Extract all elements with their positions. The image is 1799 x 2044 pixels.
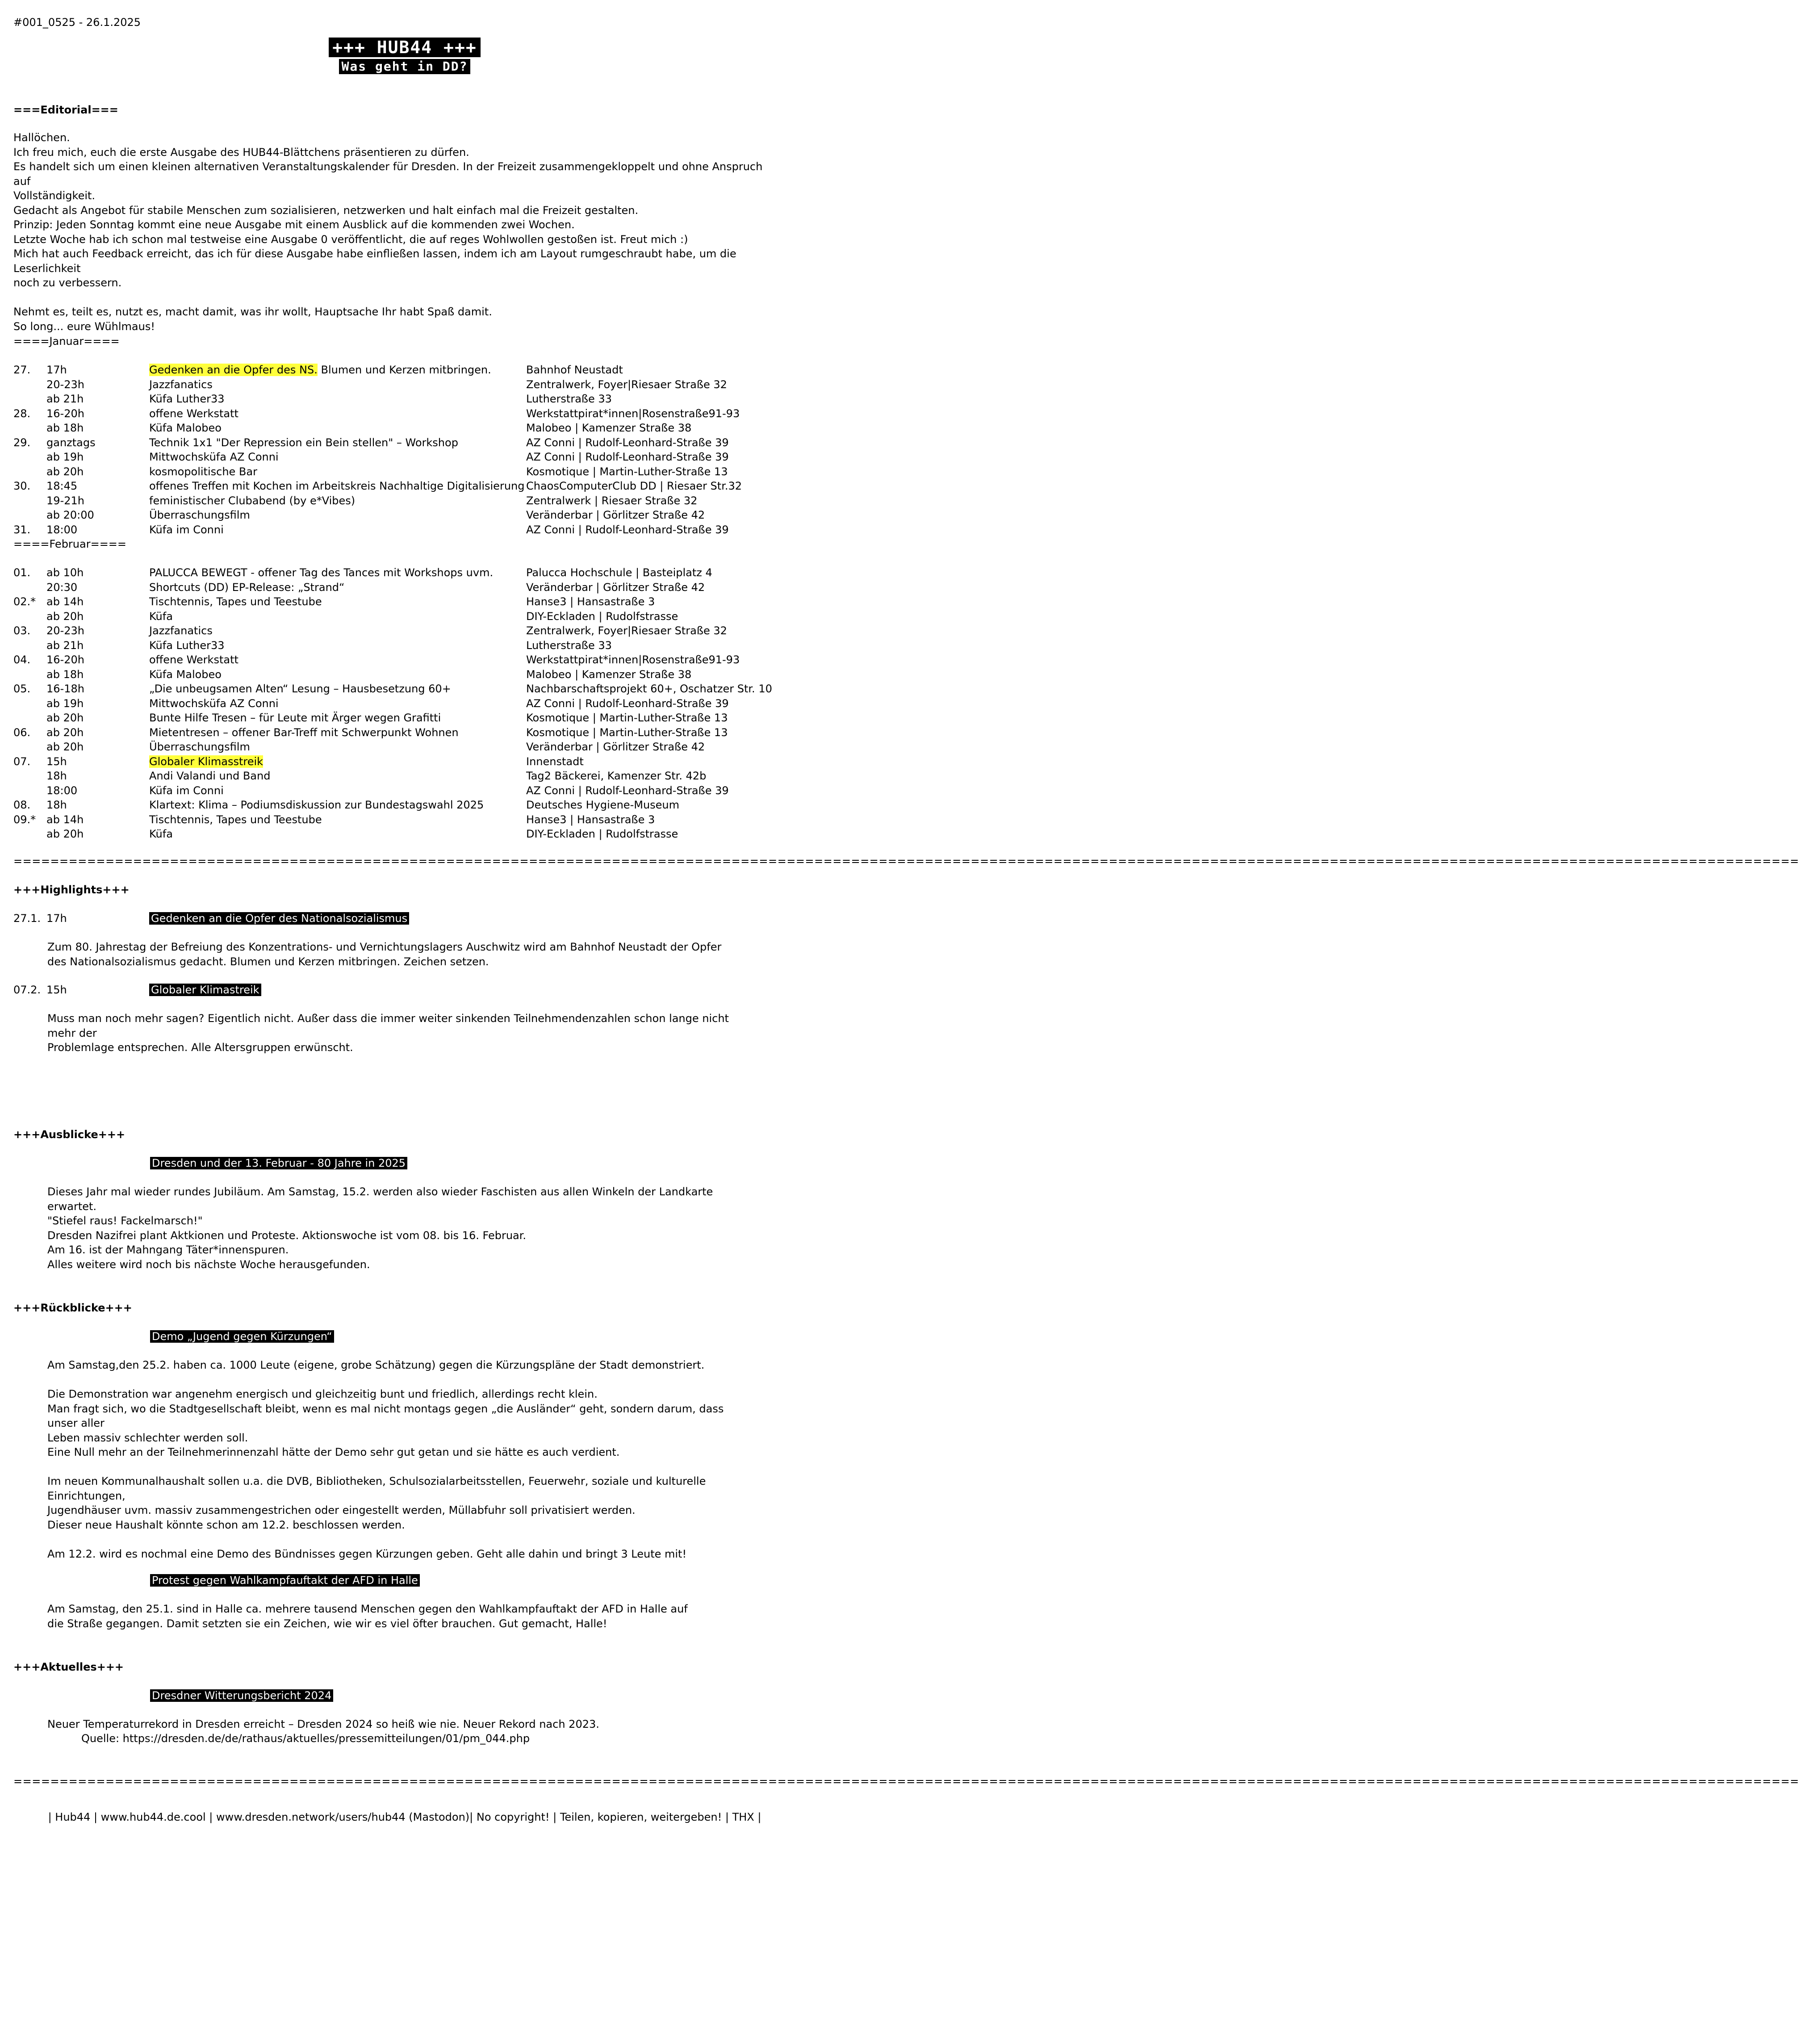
editorial-line: Es handelt sich um einen kleinen alternativen Veranstaltungskalender für Dresden. In der Freizeit zusammengekloppelt und ohne Anspruch auf <box>13 160 763 188</box>
event-day <box>13 580 46 595</box>
footer: | Hub44 | www.hub44.de.cool | www.dresden.network/users/hub44 (Mastodon)| No copyright! | Teilen, kopieren, weitergeben! | THX | <box>48 1811 761 1823</box>
february-heading: ====Februar==== <box>13 538 127 550</box>
highlight-row <box>13 911 409 926</box>
rueckblicke-line: Die Demonstration war angenehm energisch und gleichzeitig bunt und friedlich, allerdings recht klein. <box>47 1388 598 1400</box>
event-title <box>149 740 526 754</box>
calendar-row <box>13 450 794 465</box>
event-time: ab 14h <box>46 813 84 826</box>
event-place: DIY-Eckladen | Rudolfstrasse <box>526 610 678 623</box>
calendar-row <box>13 725 794 740</box>
event-name: feministischer Clubabend (by e*Vibes) <box>149 494 356 507</box>
editorial-heading: ===Editorial=== <box>13 104 118 116</box>
event-time: 18:00 <box>46 784 78 797</box>
rueckblicke-line: die Straße gegangen. Damit setzten sie ein Zeichen, wie wir es viel öfter brauchen. Gut gemacht, Halle! <box>47 1617 607 1630</box>
calendar-row <box>13 696 794 711</box>
event-title <box>149 827 526 842</box>
event-time: 16-18h <box>46 683 84 695</box>
event-time: 18h <box>46 770 67 782</box>
event-title <box>149 725 526 740</box>
rueckblicke-text <box>47 1602 744 1631</box>
calendar-row <box>13 392 794 406</box>
calendar-row <box>13 465 794 479</box>
event-place: Nachbarschaftsprojekt 60+, Oschatzer Str. 10 <box>526 683 772 695</box>
editorial-line: Mich hat auch Feedback erreicht, das ich für diese Ausgabe habe einfließen lassen, indem ich am Layout rumgeschraubt habe, um die Leserlichkeit <box>13 247 736 275</box>
event-title <box>149 813 526 827</box>
event-day <box>13 392 46 406</box>
event-place: AZ Conni | Rudolf-Leonhard-Straße 39 <box>526 436 729 449</box>
ausblicke-line: erwartet. <box>47 1200 97 1213</box>
rueckblicke-heading: +++Rückblicke+++ <box>13 1302 132 1314</box>
event-day <box>13 508 46 523</box>
ausblicke-heading: +++Ausblicke+++ <box>13 1128 126 1141</box>
event-day <box>13 494 46 508</box>
event-title <box>149 711 526 725</box>
aktuelles-heading: +++Aktuelles+++ <box>13 1661 124 1673</box>
event-name: Überraschungsfilm <box>149 741 250 753</box>
highlight-row <box>13 983 261 997</box>
calendar-row <box>13 609 794 624</box>
calendar-row <box>13 508 794 523</box>
event-place: Lutherstraße 33 <box>526 639 612 652</box>
calendar-row <box>13 406 794 421</box>
calendar-row <box>13 754 794 769</box>
event-day: 04. <box>13 653 31 666</box>
event-title <box>149 595 526 609</box>
highlight-line: Muss man noch mehr sagen? Eigentlich nicht. Außer dass die immer weiter sinkenden Teilnehmendenzahlen schon lange nicht mehr der <box>47 1012 729 1039</box>
rueckblicke-line: Am Samstag,den 25.2. haben ca. 1000 Leute (eigene, grobe Schätzung) gegen die Kürzungspläne der Stadt demonstriert. <box>47 1359 705 1371</box>
rueckblicke-title-row <box>150 1329 334 1344</box>
masthead-title: +++ HUB44 +++ <box>329 38 480 57</box>
editorial-line: Nehmt es, teilt es, nutzt es, macht damit, was ihr wollt, Hauptsache Ihr habt Spaß damit. <box>13 306 492 318</box>
event-time: 17h <box>46 364 67 376</box>
event-day: 31. <box>13 523 31 536</box>
highlights-heading: +++Highlights+++ <box>13 884 130 896</box>
event-name: offene Werkstatt <box>149 653 238 666</box>
issue-line: #001_0525 - 26.1.2025 <box>13 16 141 29</box>
event-name: Globaler Klimasstreik <box>149 755 264 768</box>
event-name: Küfa <box>149 610 173 623</box>
event-name: Andi Valandi und Band <box>149 770 271 782</box>
ausblicke-line: Alles weitere wird noch bis nächste Woche herausgefunden. <box>47 1258 370 1271</box>
event-place: Zentralwerk, Foyer|Riesaer Straße 32 <box>526 378 727 391</box>
event-time: ab 18h <box>46 422 84 434</box>
event-day: 28. <box>13 407 31 420</box>
event-title <box>149 783 526 798</box>
calendar-row <box>13 682 794 696</box>
event-day: 03. <box>13 624 31 637</box>
event-time: 16-20h <box>46 407 84 420</box>
event-place: Veränderbar | Görlitzer Straße 42 <box>526 581 705 594</box>
event-name: Küfa im Conni <box>149 523 224 536</box>
event-day <box>13 769 46 783</box>
event-place: AZ Conni | Rudolf-Leonhard-Straße 39 <box>526 451 729 463</box>
divider-rule: ================================================================================================================================================================================================== <box>13 855 1799 867</box>
january-heading: ====Januar==== <box>13 335 120 348</box>
event-title <box>149 436 526 450</box>
calendar-row <box>13 363 794 377</box>
event-name: Mittwochsküfa AZ Conni <box>149 697 279 710</box>
calendar-row <box>13 798 794 813</box>
event-title <box>149 479 526 494</box>
editorial-blank <box>13 290 782 305</box>
event-place: Veränderbar | Görlitzer Straße 42 <box>526 741 705 753</box>
calendar-row <box>13 711 794 725</box>
event-name: Mietentresen – offener Bar-Treff mit Schwerpunkt Wohnen <box>149 726 459 739</box>
event-title <box>149 392 526 406</box>
event-title <box>149 465 526 479</box>
event-day <box>13 783 46 798</box>
calendar-row <box>13 827 794 842</box>
event-name: Küfa Malobeo <box>149 422 222 434</box>
rueckblicke-line: Man fragt sich, wo die Stadtgesellschaft bleibt, wenn es mal nicht montags gegen „die Ausländer“ geht, sondern darum, dass unser aller <box>47 1402 724 1429</box>
masthead <box>0 38 809 74</box>
calendar-row <box>13 436 794 450</box>
rueckblicke-text <box>47 1358 744 1561</box>
event-place: Innenstadt <box>526 755 584 768</box>
event-title <box>149 580 526 595</box>
event-day <box>13 696 46 711</box>
editorial-line: Prinzip: Jeden Sonntag kommt eine neue Ausgabe mit einem Ausblick auf die kommenden zwei Wochen. <box>13 218 575 231</box>
event-name: Küfa Malobeo <box>149 668 222 681</box>
event-title <box>149 421 526 436</box>
event-day: 05. <box>13 683 31 695</box>
calendar-row <box>13 638 794 653</box>
event-day <box>13 609 46 624</box>
calendar-row <box>13 565 794 580</box>
highlight-date: 27.1. <box>13 912 41 925</box>
editorial-line: Gedacht als Angebot für stabile Menschen zum sozialisieren, netzwerken und halt einfach mal die Freizeit gestalten. <box>13 204 639 217</box>
event-title <box>149 769 526 783</box>
event-day: 30. <box>13 480 31 492</box>
calendar-row <box>13 580 794 595</box>
event-time: ab 20h <box>46 465 84 478</box>
event-day <box>13 450 46 465</box>
aktuelles-title: Dresdner Witterungsbericht 2024 <box>150 1689 333 1702</box>
event-title <box>149 565 526 580</box>
ausblicke-text <box>47 1185 744 1272</box>
rueckblicke-title: Demo „Jugend gegen Kürzungen“ <box>150 1330 334 1343</box>
event-title <box>149 798 526 813</box>
event-title <box>149 363 526 377</box>
event-place: Lutherstraße 33 <box>526 393 612 405</box>
event-place: AZ Conni | Rudolf-Leonhard-Straße 39 <box>526 784 729 797</box>
event-place: Zentralwerk | Riesaer Straße 32 <box>526 494 698 507</box>
event-title <box>149 682 526 696</box>
event-time: 18:00 <box>46 523 78 536</box>
rueckblicke-blank <box>47 1532 744 1547</box>
highlight-title: Gedenken an die Opfer des Nationalsozialismus <box>149 912 409 925</box>
event-title <box>149 406 526 421</box>
event-time: ab 20:00 <box>46 509 94 521</box>
event-day: 27. <box>13 364 31 376</box>
calendar-row <box>13 494 794 508</box>
event-day <box>13 740 46 754</box>
event-name: Küfa im Conni <box>149 784 224 797</box>
event-time: ab 18h <box>46 668 84 681</box>
editorial-line: Ich freu mich, euch die erste Ausgabe des HUB44-Blättchens präsentieren zu dürfen. <box>13 146 469 159</box>
rueckblicke-title-row <box>150 1573 420 1587</box>
calendar-row <box>13 769 794 783</box>
event-title <box>149 450 526 465</box>
event-day: 29. <box>13 436 31 449</box>
event-day <box>13 421 46 436</box>
editorial-line: So long... eure Wühlmaus! <box>13 320 155 333</box>
event-title <box>149 754 526 769</box>
divider-rule: ================================================================================================================================================================================================== <box>13 1775 1799 1788</box>
january-calendar <box>13 363 794 537</box>
event-day: 02.* <box>13 595 36 608</box>
ausblicke-title: Dresden und der 13. Februar - 80 Jahre in 2025 <box>150 1157 407 1169</box>
aktuelles-title-row <box>150 1688 333 1703</box>
event-time: ab 20h <box>46 610 84 623</box>
calendar-row <box>13 523 794 537</box>
event-time: 16-20h <box>46 653 84 666</box>
event-place: Kosmotique | Martin-Luther-Straße 13 <box>526 465 728 478</box>
calendar-row <box>13 421 794 436</box>
event-day <box>13 711 46 725</box>
rueckblicke-blank <box>47 1373 744 1387</box>
calendar-row <box>13 624 794 638</box>
event-day: 08. <box>13 799 31 811</box>
event-name: offenes Treffen mit Kochen im Arbeitskreis Nachhaltige Digitalisierung <box>149 480 525 492</box>
highlight-text <box>47 940 744 969</box>
calendar-row <box>13 667 794 682</box>
rueckblicke-line: Dieser neue Haushalt könnte schon am 12.2. beschlossen werden. <box>47 1518 405 1531</box>
event-place: Deutsches Hygiene-Museum <box>526 799 680 811</box>
highlight-date: 07.2. <box>13 984 41 996</box>
event-name: Gedenken an die Opfer des NS. <box>149 364 318 376</box>
ausblicke-line: Dieses Jahr mal wieder rundes Jubiläum. Am Samstag, 15.2. werden also wieder Faschisten aus allen Winkeln der Landkarte <box>47 1185 713 1198</box>
event-place: Kosmotique | Martin-Luther-Straße 13 <box>526 726 728 739</box>
event-day: 01. <box>13 566 31 579</box>
rueckblicke-line: Am Samstag, den 25.1. sind in Halle ca. mehrere tausend Menschen gegen den Wahlkampfauftakt der AFD in Halle auf <box>47 1603 688 1615</box>
event-place: Veränderbar | Görlitzer Straße 42 <box>526 509 705 521</box>
event-name: Shortcuts (DD) EP-Release: „Strand“ <box>149 581 345 594</box>
event-place: Kosmotique | Martin-Luther-Straße 13 <box>526 712 728 724</box>
highlight-line: Zum 80. Jahrestag der Befreiung des Konzentrations- und Vernichtungslagers Auschwitz wird am Bahnhof Neustadt der Opfer <box>47 941 722 953</box>
event-name: Jazzfanatics <box>149 624 213 637</box>
event-day <box>13 827 46 842</box>
event-name: PALUCCA BEWEGT - offener Tag des Tances mit Workshops uvm. <box>149 566 494 579</box>
event-name: Mittwochsküfa AZ Conni <box>149 451 279 463</box>
event-time: ab 19h <box>46 451 84 463</box>
event-place: Palucca Hochschule | Basteiplatz 4 <box>526 566 712 579</box>
event-time: ab 20h <box>46 712 84 724</box>
event-time: 20:30 <box>46 581 78 594</box>
aktuelles-source: Quelle: https://dresden.de/de/rathaus/aktuelles/pressemitteilungen/01/pm_044.php <box>81 1732 530 1745</box>
event-place: ChaosComputerClub DD | Riesaer Str.32 <box>526 480 742 492</box>
event-day: 09.* <box>13 813 36 826</box>
event-title <box>149 624 526 638</box>
ausblicke-line: "Stiefel raus! Fackelmarsch!" <box>47 1215 203 1227</box>
event-day: 06. <box>13 726 31 739</box>
event-title <box>149 377 526 392</box>
highlight-title: Globaler Klimastreik <box>149 984 261 996</box>
event-time: ab 20h <box>46 741 84 753</box>
event-name: Überraschungsfilm <box>149 509 250 521</box>
rueckblicke-line: Leben massiv schlechter werden soll. <box>47 1431 248 1444</box>
ausblicke-line: Am 16. ist der Mahngang Täter*innenspuren. <box>47 1244 289 1256</box>
event-place: Werkstattpirat*innen|Rosenstraße91-93 <box>526 407 740 420</box>
event-time: ab 21h <box>46 639 84 652</box>
event-time: ab 21h <box>46 393 84 405</box>
event-name: Technik 1x1 "Der Repression ein Bein stellen" – Workshop <box>149 436 458 449</box>
event-title <box>149 653 526 667</box>
rueckblicke-blank <box>47 1460 744 1474</box>
event-name: Küfa <box>149 828 173 840</box>
event-day: 07. <box>13 755 31 768</box>
calendar-row <box>13 479 794 494</box>
masthead-subtitle: Was geht in DD? <box>339 59 471 74</box>
event-title <box>149 609 526 624</box>
editorial-line: Hallöchen. <box>13 131 70 144</box>
calendar-row <box>13 595 794 609</box>
event-time: 19-21h <box>46 494 84 507</box>
event-place: Tag2 Bäckerei, Kamenzer Str. 42b <box>526 770 707 782</box>
event-time: 18:45 <box>46 480 78 492</box>
event-name: Tischtennis, Tapes und Teestube <box>149 813 322 826</box>
calendar-row <box>13 813 794 827</box>
event-name: Küfa Luther33 <box>149 393 225 405</box>
ausblicke-title-row <box>150 1156 407 1170</box>
editorial-line: Letzte Woche hab ich schon mal testweise eine Ausgabe 0 veröffentlicht, die auf reges Wohlwollen gestoßen ist. Freut mich :) <box>13 233 688 246</box>
event-name: kosmopolitische Bar <box>149 465 257 478</box>
rueckblicke-title: Protest gegen Wahlkampfauftakt der AFD in Halle <box>150 1574 420 1587</box>
calendar-row <box>13 740 794 754</box>
event-time: ab 20h <box>46 828 84 840</box>
event-place: AZ Conni | Rudolf-Leonhard-Straße 39 <box>526 523 729 536</box>
event-title <box>149 508 526 523</box>
calendar-row <box>13 653 794 667</box>
event-title <box>149 523 526 537</box>
event-note: Blumen und Kerzen mitbringen. <box>317 364 491 376</box>
event-place: Malobeo | Kamenzer Straße 38 <box>526 668 692 681</box>
event-time: 20-23h <box>46 378 84 391</box>
event-day <box>13 638 46 653</box>
event-day <box>13 377 46 392</box>
editorial-text <box>13 130 782 334</box>
editorial-line: Vollständigkeit. <box>13 189 96 202</box>
highlight-time: 15h <box>46 984 67 996</box>
event-title <box>149 667 526 682</box>
aktuelles-line: Neuer Temperaturrekord in Dresden erreicht – Dresden 2024 so heiß wie nie. Neuer Rekord nach 2023. <box>47 1718 599 1730</box>
event-time: ab 19h <box>46 697 84 710</box>
editorial-line: noch zu verbessern. <box>13 276 122 289</box>
rueckblicke-line: Im neuen Kommunalhaushalt sollen u.a. die DVB, Bibliotheken, Schulsozialarbeitsstellen, Feuerwehr, soziale und kulturelle Einrichtungen, <box>47 1475 706 1502</box>
event-place: Hanse3 | Hansastraße 3 <box>526 595 655 608</box>
event-time: ganztags <box>46 436 96 449</box>
event-place: Malobeo | Kamenzer Straße 38 <box>526 422 692 434</box>
event-title <box>149 696 526 711</box>
event-name: Klartext: Klima – Podiumsdiskussion zur Bundestagswahl 2025 <box>149 799 484 811</box>
february-calendar <box>13 565 794 842</box>
event-place: Bahnhof Neustadt <box>526 364 623 376</box>
event-place: Zentralwerk, Foyer|Riesaer Straße 32 <box>526 624 727 637</box>
calendar-row <box>13 783 794 798</box>
ausblicke-line: Dresden Nazifrei plant Aktkionen und Proteste. Aktionswoche ist vom 08. bis 16. Februar. <box>47 1229 527 1242</box>
rueckblicke-line: Am 12.2. wird es nochmal eine Demo des Bündnisses gegen Kürzungen geben. Geht alle dahin und bringt 3 Leute mit! <box>47 1547 687 1560</box>
event-place: DIY-Eckladen | Rudolfstrasse <box>526 828 678 840</box>
event-time: ab 10h <box>46 566 84 579</box>
highlight-line: des Nationalsozialismus gedacht. Blumen und Kerzen mitbringen. Zeichen setzen. <box>47 955 489 968</box>
highlight-time: 17h <box>46 912 67 925</box>
event-time: ab 14h <box>46 595 84 608</box>
event-name: Bunte Hilfe Tresen – für Leute mit Ärger wegen Grafitti <box>149 712 441 724</box>
event-place: Hanse3 | Hansastraße 3 <box>526 813 655 826</box>
event-title <box>149 638 526 653</box>
event-place: AZ Conni | Rudolf-Leonhard-Straße 39 <box>526 697 729 710</box>
event-place: Werkstattpirat*innen|Rosenstraße91-93 <box>526 653 740 666</box>
event-name: „Die unbeugsamen Alten“ Lesung – Hausbesetzung 60+ <box>149 683 451 695</box>
event-time: ab 20h <box>46 726 84 739</box>
highlight-text <box>47 1011 744 1055</box>
calendar-row <box>13 377 794 392</box>
event-title <box>149 494 526 508</box>
event-day <box>13 465 46 479</box>
event-name: Küfa Luther33 <box>149 639 225 652</box>
highlight-line: Problemlage entsprechen. Alle Altersgruppen erwünscht. <box>47 1041 353 1054</box>
event-name: offene Werkstatt <box>149 407 238 420</box>
event-name: Jazzfanatics <box>149 378 213 391</box>
event-time: 15h <box>46 755 67 768</box>
event-name: Tischtennis, Tapes und Teestube <box>149 595 322 608</box>
rueckblicke-line: Jugendhäuser uvm. massiv zusammengestrichen oder eingestellt werden, Müllabfuhr soll privatisiert werden. <box>47 1504 636 1516</box>
event-time: 18h <box>46 799 67 811</box>
rueckblicke-line: Eine Null mehr an der Teilnehmerinnenzahl hätte der Demo sehr gut getan und sie hätte es auch verdient. <box>47 1446 620 1458</box>
event-time: 20-23h <box>46 624 84 637</box>
event-day <box>13 667 46 682</box>
